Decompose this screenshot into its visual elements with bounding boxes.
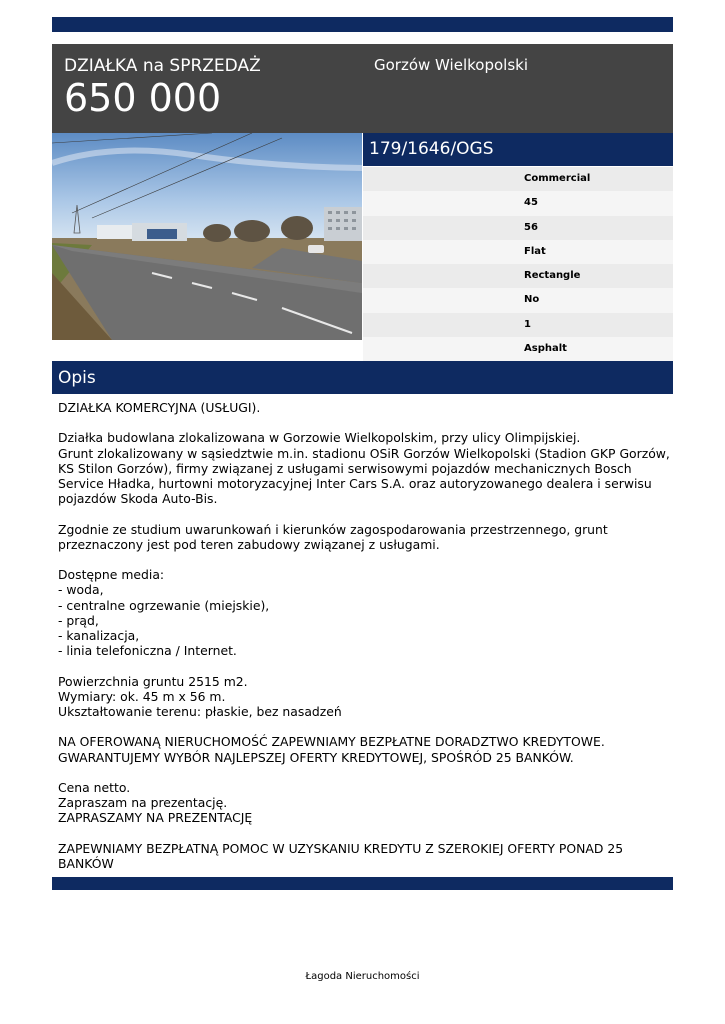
- attribute-value: 56: [524, 221, 538, 233]
- description-line: Grunt zlokalizowany w sąsiedztwie m.in. stadionu OSiR Gorzów Wielkopolski (Stadion GKP Gorzów,: [58, 445, 670, 461]
- attribute-value: Commercial: [524, 173, 591, 184]
- description-line: Wymiary: ok. 45 m x 56 m.: [58, 688, 226, 704]
- description-line: przeznaczony jest pod teren zabudowy związanej z usługami.: [58, 536, 440, 552]
- top-accent-bar: [52, 17, 673, 32]
- listing-type: DZIAŁKA na SPRZEDAŻ: [64, 56, 261, 76]
- description-line: Zapraszam na prezentację.: [58, 795, 228, 811]
- reference-header: [363, 133, 673, 166]
- description-line: Cena netto.: [58, 779, 131, 795]
- description-line: ZAPRASZAMY NA PREZENTACJĘ: [58, 810, 253, 826]
- description-line: Powierzchnia gruntu 2515 m2.: [58, 673, 248, 689]
- description-line: DZIAŁKA KOMERCYJNA (USŁUGI).: [58, 400, 261, 415]
- listing-header: [52, 44, 673, 133]
- description-line: - centralne ogrzewanie (miejskie),: [58, 597, 270, 613]
- description-line: pojazdów Skoda Auto-Bis.: [58, 491, 218, 507]
- description-line: - woda,: [58, 582, 104, 598]
- attribute-row: [363, 240, 673, 264]
- attribute-row: [363, 216, 673, 240]
- attribute-row: [363, 167, 673, 191]
- attribute-value: Flat: [524, 245, 546, 257]
- attribute-value: 45: [524, 197, 538, 209]
- attribute-row: [363, 191, 673, 215]
- description-body: [58, 400, 670, 871]
- description-line: NA OFEROWANĄ NIERUCHOMOŚĆ ZAPEWNIAMY BEZPŁATNE DORADZTWO KREDYTOWE.: [58, 734, 605, 750]
- attribute-row: [363, 313, 673, 337]
- attribute-value: 1: [524, 318, 531, 330]
- description-line: Ukształtowanie terenu: płaskie, bez nasadzeń: [58, 704, 342, 719]
- description-line: Service Hładka, hurtowni motoryzacyjnej Inter Cars S.A. oraz autoryzowanego dealera i serwisu: [58, 476, 652, 491]
- bottom-accent-bar: [52, 877, 673, 890]
- attribute-value: No: [524, 294, 540, 306]
- description-title: Opis: [58, 368, 96, 388]
- property-photo: [52, 133, 362, 340]
- property-attributes-table: [363, 167, 673, 361]
- description-line: GWARANTUJEMY WYBÓR NAJLEPSZEJ OFERTY KREDYTOWEJ, SPOŚRÓD 25 BANKÓW.: [58, 749, 574, 765]
- description-line: BANKÓW: [58, 855, 114, 871]
- description-line: Działka budowlana zlokalizowana w Gorzowie Wielkopolskim, przy ulicy Olimpijskiej.: [58, 430, 581, 446]
- description-line: KS Stilon Gorzów), firmy związanej z usługami serwisowymi pojazdów mechanicznych Bosch: [58, 460, 632, 476]
- attribute-row: [363, 288, 673, 312]
- description-line: Zgodnie ze studium uwarunkowań i kierunków zagospodarowania przestrzennego, grunt: [58, 521, 608, 537]
- attribute-value: Rectangle: [524, 270, 581, 282]
- attribute-row: [363, 337, 673, 361]
- attribute-value: Asphalt: [524, 343, 567, 355]
- attribute-row: [363, 264, 673, 288]
- description-line: - kanalizacja,: [58, 628, 140, 643]
- description-line: Dostępne media:: [58, 567, 165, 583]
- listing-price: 650 000: [64, 76, 222, 120]
- description-line: ZAPEWNIAMY BEZPŁATNĄ POMOC W UZYSKANIU KREDYTU Z SZEROKIEJ OFERTY PONAD 25: [58, 840, 624, 856]
- description-line: - prąd,: [58, 612, 99, 628]
- description-line: - linia telefoniczna / Internet.: [58, 643, 237, 659]
- reference-number: 179/1646/OGS: [369, 139, 494, 159]
- description-header: [52, 361, 673, 394]
- listing-city: Gorzów Wielkopolski: [374, 56, 528, 74]
- footer-agency-name: Łagoda Nieruchomości: [305, 971, 420, 982]
